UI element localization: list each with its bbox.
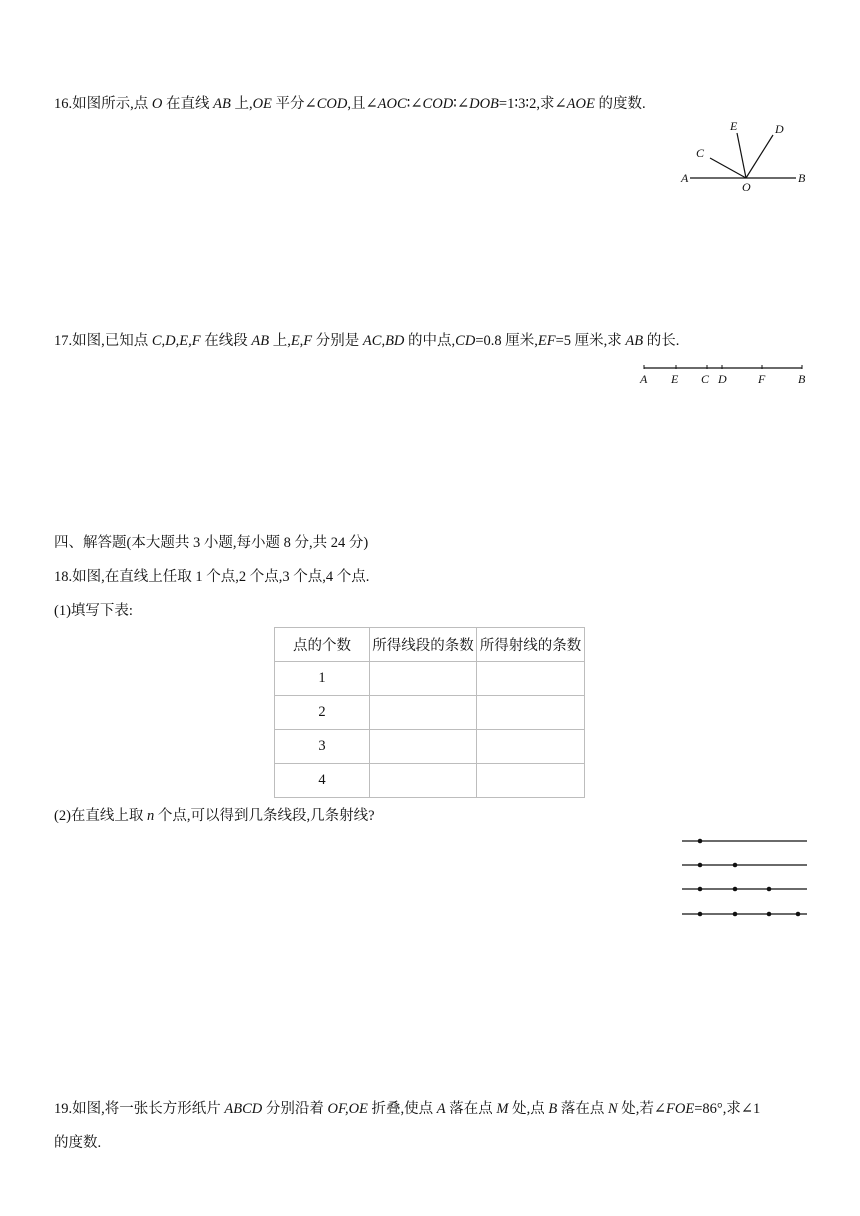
cell-rays	[477, 730, 585, 764]
q18-part1: (1)填写下表:	[54, 603, 133, 619]
label-A: A	[681, 171, 689, 185]
cell-points: 4	[275, 764, 370, 798]
q17-text: 17.如图,已知点 C,D,E,F 在线段 AB 上,E,F 分别是 AC,BD 的中点,CD=0.8 厘米,EF=5 厘米,求 AB 的长.	[54, 333, 680, 349]
q19-text: 19.如图,将一张长方形纸片 ABCD 分别沿着 OF,OE 折叠,使点 A 落在点 M 处,点 B 落在点 N 处,若∠FOE=86°,求∠1	[54, 1101, 761, 1117]
table-header-row	[275, 628, 585, 662]
label-A: A	[640, 372, 648, 386]
cell-rays	[477, 696, 585, 730]
label-F: F	[758, 372, 766, 386]
label-E: E	[730, 119, 738, 133]
cell-rays	[477, 764, 585, 798]
cell-segments	[370, 696, 477, 730]
label-O: O	[742, 180, 751, 194]
cell-points: 3	[275, 730, 370, 764]
label-B: B	[798, 372, 806, 386]
table-row	[275, 662, 585, 696]
q16-angle-figure	[676, 112, 816, 196]
cell-segments	[370, 730, 477, 764]
ray-od	[746, 135, 773, 178]
q18-part2: (2)在直线上取 n 个点,可以得到几条线段,几条射线?	[54, 808, 375, 824]
ray-oc	[710, 158, 746, 178]
label-B: B	[798, 171, 806, 185]
q19-text-line2: 的度数.	[54, 1135, 102, 1151]
q16-text: 16.如图所示,点 O 在直线 AB 上,OE 平分∠COD,且∠AOC∶∠COD∶∠DOB=1∶3∶2,求∠AOE 的度数.	[54, 96, 646, 112]
q18-stem: 18.如图,在直线上任取 1 个点,2 个点,3 个点,4 个点.	[54, 569, 370, 585]
table-row	[275, 730, 585, 764]
label-C: C	[701, 372, 710, 386]
fill-in-table	[274, 627, 585, 798]
header-point-count: 点的个数	[275, 628, 370, 662]
header-ray-count: 所得射线的条数	[477, 628, 585, 662]
cell-rays	[477, 662, 585, 696]
ray-oe	[737, 133, 746, 178]
cell-points: 1	[275, 662, 370, 696]
header-segment-count: 所得线段的条数	[370, 628, 477, 662]
section-heading: 四、解答题(本大题共 3 小题,每小题 8 分,共 24 分)	[54, 535, 369, 551]
table-row	[275, 696, 585, 730]
cell-points: 2	[275, 696, 370, 730]
cell-segments	[370, 662, 477, 696]
label-C: C	[696, 146, 705, 160]
label-D: D	[775, 122, 784, 136]
q17-segment-figure	[636, 360, 816, 388]
label-E: E	[671, 372, 679, 386]
q18-points-figure	[678, 832, 812, 924]
table-row	[275, 764, 585, 798]
cell-segments	[370, 764, 477, 798]
label-D: D	[718, 372, 727, 386]
